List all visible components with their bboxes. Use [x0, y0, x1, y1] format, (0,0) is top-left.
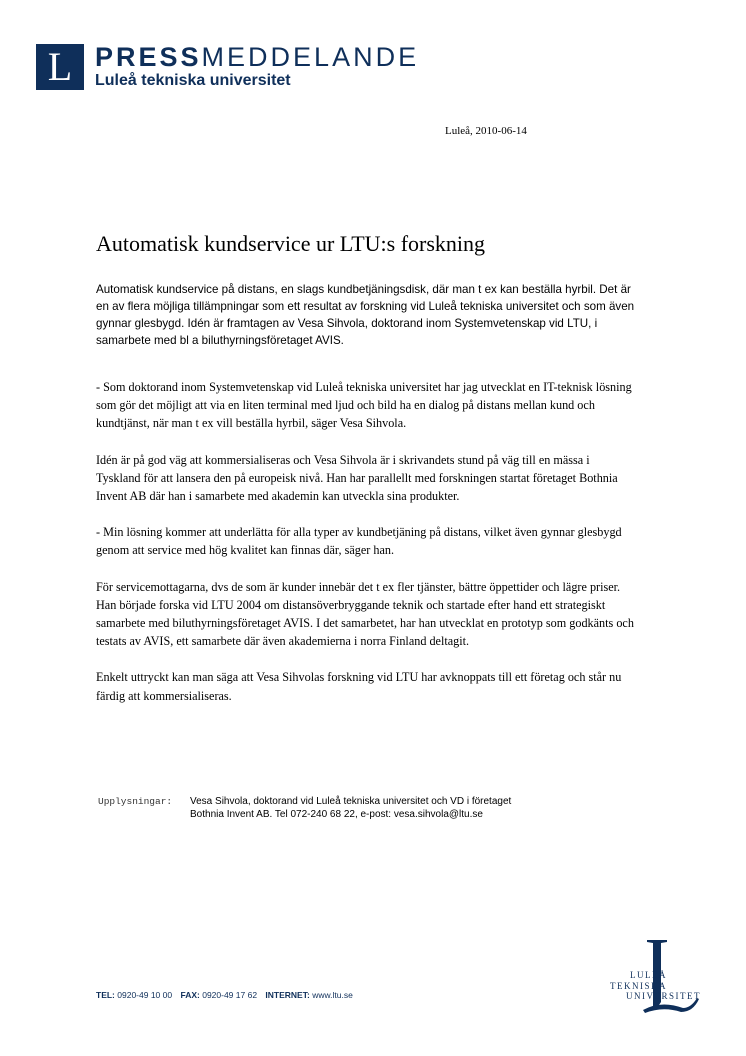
body-paragraph-5: Enkelt uttryckt kan man säga att Vesa Sihvolas forskning vid LTU har avknoppats till ett företag och står nu färdig att kommersialiseras. — [96, 670, 622, 703]
logo-word-2: TEKNISKA — [610, 980, 667, 991]
title-light: MEDDELANDE — [201, 42, 420, 72]
university-logo-text — [610, 970, 701, 1002]
university-logo — [565, 938, 705, 1014]
footer-tel: 0920-49 10 00 — [117, 990, 173, 1000]
logo-letter: L — [47, 44, 73, 89]
body-paragraph-4: För servicemottagarna, dvs de som är kunder innebär det t ex fler tjänster, bättre öppettider och lägre priser. Han började forska vid LTU 2004 om distansöverbryggande teknik och startade efter hand ett strategiskt samarbete med biluthyrningsföretaget AVIS. I det samarbetet, har han utvecklat en prototyp som godkänts och testats av AVIS, ett samarbete där även akademierna i norra Finland deltagit. — [96, 579, 634, 649]
logo-word-3: UNIVERSITET — [626, 991, 701, 1001]
masthead-title — [95, 42, 419, 72]
body-paragraph-2: Idén är på god väg att kommersialiseras och Vesa Sihvola är i skrivandets stund på väg till en mässa i Tyskland för att lansera den på europeisk nivå. Han har parallellt med forskningen startat företaget Bothnia Invent AB där han i samarbete med akademin kan utveckla sina produkter. — [96, 452, 618, 504]
title-bold: PRESS — [95, 42, 202, 72]
footer-tel-label: TEL: — [96, 990, 115, 1000]
footer-contact — [96, 990, 353, 1000]
press-date: Luleå, 2010-06-14 — [445, 125, 527, 137]
masthead-subtitle: Luleå tekniska universitet — [95, 72, 291, 89]
footer-fax-label: FAX: — [180, 990, 200, 1000]
footer-internet-label: INTERNET: — [265, 990, 310, 1000]
contact-line-2: Bothnia Invent AB. Tel 072-240 68 22, e-post: vesa.sihvola@ltu.se — [190, 808, 483, 820]
logo-word-1: LULEÅ — [630, 970, 667, 980]
body-paragraph-1: - Som doktorand inom Systemvetenskap vid Luleå tekniska universitet har jag utvecklat en IT-teknisk lösning som gör det möjligt att via en liten terminal med ljud och bild ha en dialog på distans mellan kund och kundtjänst, när man t ex vill beställa hyrbil, säger Vesa Sihvola. — [96, 380, 632, 431]
body-paragraph-3: - Min lösning kommer att underlätta för alla typer av kundbetjäning på distans, vilket även gynnar glesbygd genom att service med hög kvalitet kan finnas där, säger han. — [96, 525, 622, 558]
footer-fax: 0920-49 17 62 — [202, 990, 258, 1000]
body-text — [96, 378, 636, 723]
contact-label: Upplysningar: — [98, 796, 173, 807]
contact-info — [98, 796, 638, 821]
masthead — [95, 42, 419, 90]
headline: Automatisk kundservice ur LTU:s forskning — [96, 231, 486, 256]
lead-paragraph: Automatisk kundservice på distans, en slags kundbetjäningsdisk, där man t ex kan beställa hyrbil. Det är en av flera möjliga tillämpningar som ett resultat av forskning vid Luleå tekniska universitet och som även gynnar glesbygd. Idén är framtagen av Vesa Sihvola, doktorand inom Systemvetenskap vid LTU, i samarbete med bl a biluthyrningsföretaget AVIS. — [96, 283, 635, 347]
contact-text — [190, 796, 638, 821]
ltu-logo-box — [36, 44, 84, 90]
footer-internet[interactable]: www.ltu.se — [312, 990, 353, 1000]
contact-line-1: Vesa Sihvola, doktorand vid Luleå tekniska universitet och VD i företaget — [190, 796, 512, 807]
